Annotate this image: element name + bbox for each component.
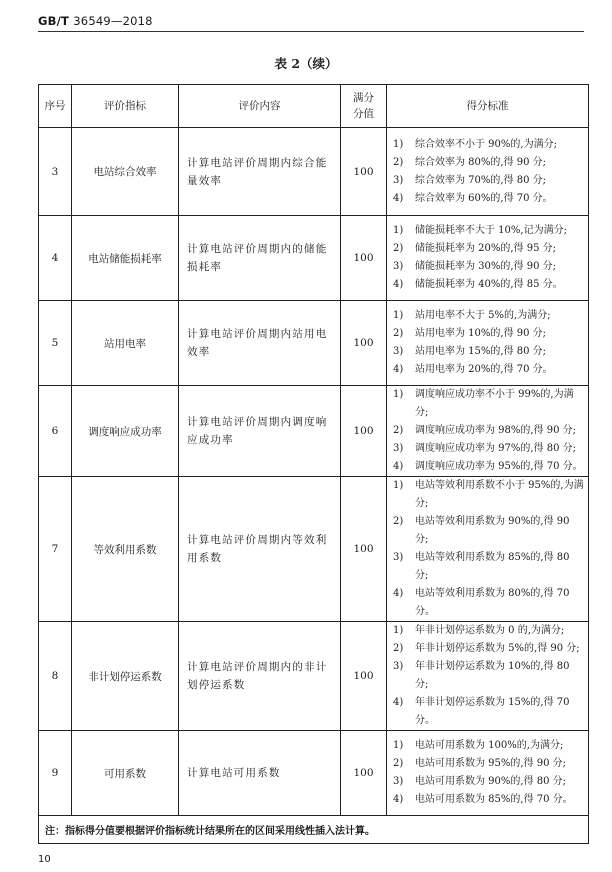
criteria-item-number: 1) bbox=[393, 625, 404, 636]
criteria-item-text: 综合效率为 70%的,得 80 分; bbox=[415, 174, 547, 186]
criteria-item-text: 综合效率为 60%的,得 70 分。 bbox=[415, 192, 553, 204]
criteria-item-number: 1) bbox=[393, 389, 404, 400]
col-header-full-score bbox=[341, 85, 387, 128]
row-seq: 3 bbox=[39, 128, 72, 216]
evaluation-table bbox=[38, 84, 589, 844]
standard-prefix: GB/T bbox=[38, 14, 70, 28]
criteria-item-number: 1) bbox=[393, 225, 404, 236]
criteria-item bbox=[393, 240, 584, 258]
row-indicator: 非计划停运系数 bbox=[72, 622, 179, 731]
criteria-item bbox=[393, 791, 584, 809]
row-full-score: 100 bbox=[341, 128, 387, 216]
criteria-item-number: 3) bbox=[393, 261, 404, 272]
criteria-item-text: 电站可用系数为 90%的,得 80 分; bbox=[415, 776, 567, 787]
row-full-score: 100 bbox=[341, 216, 387, 301]
criteria-item-text: 调度响应成功率为 95%的,得 70 分。 bbox=[415, 461, 583, 472]
row-full-score: 100 bbox=[341, 386, 387, 477]
criteria-item bbox=[393, 549, 584, 585]
criteria-item-text: 储能损耗率为 30%的,得 90 分; bbox=[415, 261, 557, 272]
criteria-item-text: 年非计划停运系数为 5%的,得 90 分; bbox=[415, 643, 580, 654]
criteria-item-number: 2) bbox=[393, 156, 404, 168]
criteria-item bbox=[393, 513, 584, 549]
col-header-full-score-line: 满分 bbox=[353, 92, 374, 104]
table-row bbox=[39, 216, 589, 301]
criteria-item-text: 站用电率为 15%的,得 80 分; bbox=[415, 346, 547, 357]
row-content: 计算电站评价周期内调度响应成功率 bbox=[179, 386, 341, 477]
table-row bbox=[39, 731, 589, 816]
criteria-item bbox=[393, 307, 584, 325]
table-note: 注：指标得分值要根据评价指标统计结果所在的区间采用线性插入法计算。 bbox=[39, 816, 589, 844]
criteria-item-number: 2) bbox=[393, 643, 404, 654]
row-content: 计算电站评价周期内站用电效率 bbox=[179, 301, 341, 386]
criteria-item bbox=[393, 737, 584, 755]
criteria-item-number: 4) bbox=[393, 461, 404, 472]
row-seq: 5 bbox=[39, 301, 72, 386]
row-criteria bbox=[387, 216, 589, 301]
row-content: 计算电站评价周期内等效利用系数 bbox=[179, 477, 341, 622]
col-header-criteria: 得分标准 bbox=[387, 85, 589, 128]
criteria-item bbox=[393, 276, 584, 294]
criteria-item-text: 电站可用系数为 95%的,得 90 分; bbox=[415, 758, 567, 769]
criteria-item-text: 电站等效利用系数不小于 95%的,为满分; bbox=[415, 480, 584, 509]
row-full-score: 100 bbox=[341, 622, 387, 731]
criteria-item-number: 4) bbox=[393, 697, 404, 708]
criteria-item bbox=[393, 343, 584, 361]
criteria-item-number: 2) bbox=[393, 243, 404, 254]
criteria-item-number: 3) bbox=[393, 661, 404, 672]
criteria-item-text: 储能损耗率为 40%的,得 85 分。 bbox=[415, 279, 563, 290]
criteria-item-number: 2) bbox=[393, 516, 404, 527]
criteria-item-number: 3) bbox=[393, 776, 404, 787]
table-row bbox=[39, 386, 589, 477]
criteria-item-number: 4) bbox=[393, 192, 404, 204]
criteria-item bbox=[393, 325, 584, 343]
criteria-item-number: 1) bbox=[393, 740, 404, 751]
criteria-item-text: 调度响应成功率不小于 99%的,为满分; bbox=[415, 389, 574, 418]
criteria-item bbox=[393, 658, 584, 694]
criteria-item bbox=[393, 640, 584, 658]
criteria-item bbox=[393, 585, 584, 621]
criteria-item bbox=[393, 440, 584, 458]
criteria-item-number: 3) bbox=[393, 552, 404, 563]
row-criteria bbox=[387, 128, 589, 216]
criteria-item-text: 调度响应成功率为 98%的,得 90 分; bbox=[415, 425, 577, 436]
criteria-item-text: 年非计划停运系数为 10%的,得 80 分; bbox=[415, 661, 570, 690]
criteria-item-number: 2) bbox=[393, 758, 404, 769]
row-seq: 9 bbox=[39, 731, 72, 816]
table-row bbox=[39, 477, 589, 622]
criteria-item-text: 站用电率为 20%的,得 70 分。 bbox=[415, 364, 553, 375]
criteria-item bbox=[393, 222, 584, 240]
criteria-item-number: 4) bbox=[393, 279, 404, 290]
col-header-indicator: 评价指标 bbox=[72, 85, 179, 128]
header-rule bbox=[38, 31, 584, 32]
table-row bbox=[39, 128, 589, 216]
criteria-item bbox=[393, 154, 584, 172]
table-caption: 表 2（续） bbox=[274, 56, 338, 71]
row-indicator: 电站综合效率 bbox=[72, 128, 179, 216]
criteria-item-number: 1) bbox=[393, 480, 404, 491]
row-criteria bbox=[387, 622, 589, 731]
standard-code: 36549—2018 bbox=[73, 14, 153, 28]
row-seq: 7 bbox=[39, 477, 72, 622]
row-content: 计算电站可用系数 bbox=[179, 731, 341, 816]
criteria-item-text: 电站可用系数为 100%的,为满分; bbox=[415, 740, 564, 751]
criteria-item-number: 1) bbox=[393, 310, 404, 321]
criteria-item-text: 综合效率为 80%的,得 90 分; bbox=[415, 156, 547, 168]
row-full-score: 100 bbox=[341, 477, 387, 622]
criteria-item bbox=[393, 172, 584, 190]
criteria-item-text: 调度响应成功率为 97%的,得 80 分; bbox=[415, 443, 577, 454]
criteria-item-number: 2) bbox=[393, 425, 404, 436]
table-row bbox=[39, 622, 589, 731]
page-number: 10 bbox=[38, 854, 51, 865]
criteria-item bbox=[393, 136, 584, 154]
criteria-item bbox=[393, 458, 584, 476]
criteria-item-text: 电站可用系数为 85%的,得 70 分。 bbox=[415, 794, 573, 805]
row-criteria bbox=[387, 301, 589, 386]
row-full-score: 100 bbox=[341, 731, 387, 816]
criteria-item-number: 2) bbox=[393, 328, 404, 339]
criteria-item bbox=[393, 190, 584, 208]
col-header-seq: 序号 bbox=[39, 85, 72, 128]
criteria-item bbox=[393, 773, 584, 791]
row-seq: 6 bbox=[39, 386, 72, 477]
table-note-row bbox=[39, 816, 589, 844]
row-full-score: 100 bbox=[341, 301, 387, 386]
criteria-item-text: 综合效率不小于 90%的,为满分; bbox=[415, 138, 557, 150]
table-header-row bbox=[39, 85, 589, 128]
row-indicator: 电站储能损耗率 bbox=[72, 216, 179, 301]
criteria-item-number: 4) bbox=[393, 794, 404, 805]
criteria-item-text: 年非计划停运系数为 15%的,得 70 分。 bbox=[415, 697, 570, 726]
criteria-item bbox=[393, 694, 584, 730]
row-criteria bbox=[387, 731, 589, 816]
criteria-item-number: 3) bbox=[393, 346, 404, 357]
row-indicator: 站用电率 bbox=[72, 301, 179, 386]
col-header-full-score-line: 分值 bbox=[353, 108, 374, 120]
criteria-item bbox=[393, 477, 584, 513]
criteria-item-number: 4) bbox=[393, 588, 404, 599]
criteria-item bbox=[393, 258, 584, 276]
row-content: 计算电站评价周期内的非计划停运系数 bbox=[179, 622, 341, 731]
criteria-item-number: 3) bbox=[393, 174, 404, 186]
criteria-item bbox=[393, 386, 584, 422]
row-seq: 8 bbox=[39, 622, 72, 731]
criteria-item bbox=[393, 361, 584, 379]
table-row bbox=[39, 301, 589, 386]
row-content: 计算电站评价周期内的储能损耗率 bbox=[179, 216, 341, 301]
criteria-item-number: 1) bbox=[393, 138, 404, 150]
criteria-item-text: 站用电率不大于 5%的,为满分; bbox=[415, 310, 551, 321]
row-indicator: 等效利用系数 bbox=[72, 477, 179, 622]
row-indicator: 可用系数 bbox=[72, 731, 179, 816]
criteria-item bbox=[393, 755, 584, 773]
col-header-content: 评价内容 bbox=[179, 85, 341, 128]
criteria-item-text: 储能损耗率不大于 10%,记为满分; bbox=[415, 225, 567, 236]
criteria-item-number: 4) bbox=[393, 364, 404, 375]
criteria-item-text: 站用电率为 10%的,得 90 分; bbox=[415, 328, 547, 339]
row-content: 计算电站评价周期内综合能量效率 bbox=[179, 128, 341, 216]
row-indicator: 调度响应成功率 bbox=[72, 386, 179, 477]
row-seq: 4 bbox=[39, 216, 72, 301]
criteria-item-text: 电站等效利用系数为 90%的,得 90 分; bbox=[415, 516, 570, 545]
criteria-item-number: 3) bbox=[393, 443, 404, 454]
standard-number bbox=[38, 14, 153, 28]
criteria-item bbox=[393, 622, 584, 640]
criteria-item-text: 电站等效利用系数为 85%的,得 80 分; bbox=[415, 552, 570, 581]
criteria-item-text: 储能损耗率为 20%的,得 95 分; bbox=[415, 243, 557, 254]
criteria-item-text: 电站等效利用系数为 80%的,得 70 分。 bbox=[415, 588, 570, 617]
criteria-item bbox=[393, 422, 584, 440]
criteria-item-text: 年非计划停运系数为 0 的,为满分; bbox=[415, 625, 565, 636]
row-criteria bbox=[387, 386, 589, 477]
row-criteria bbox=[387, 477, 589, 622]
